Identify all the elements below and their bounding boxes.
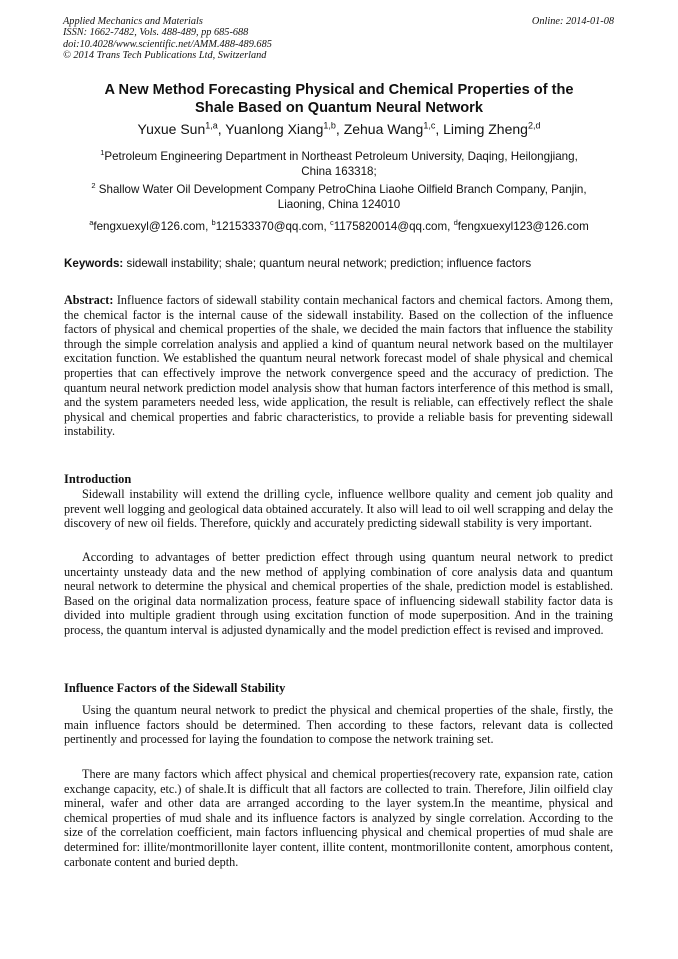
paragraph: Using the quantum neural network to predict the physical and chemical properties of the shale, firstly, the main influence factors should be determined. Then according to these factors, relevant data is collected pertinently and processed for laying the foundation to compose the network training set. <box>64 703 613 747</box>
email-mark: a <box>89 218 94 228</box>
email-address[interactable]: fengxuexyl@126.com <box>93 220 206 233</box>
abstract-label: Abstract: <box>64 293 114 307</box>
affiliation-2 <box>60 182 618 212</box>
journal-doi: doi:10.4028/www.scientific.net/AMM.488-489.685 <box>63 38 272 50</box>
keywords-label: Keywords: <box>64 257 124 270</box>
online-date: Online: 2014-01-08 <box>531 16 614 27</box>
author-affil-mark: 1,b <box>323 120 336 131</box>
paragraph: According to advantages of better prediction effect through using quantum neural network to predict uncertainty unsteady data and the new method of applying combination of core analysis data and quantum neural network to determine the physical and chemical properties of the shale, prediction model is established. Based on the original data normalization process, feature space of influencing sidewall stability factor data is divided into multiple gradient through using excitation function of mode superposition. And in the training process, the quantum interval is adjusted dynamically and the model prediction effect is revised and improved. <box>64 550 613 637</box>
email-address[interactable]: fengxuexyl123@126.com <box>457 220 589 233</box>
journal-name: Applied Mechanics and Materials <box>63 16 203 27</box>
abstract <box>64 293 613 439</box>
affiliation-line: Liaoning, China 124010 <box>277 198 401 211</box>
title-line-2: Shale Based on Quantum Neural Network <box>195 99 483 116</box>
email-mark: b <box>211 218 216 228</box>
paper-title <box>60 82 618 117</box>
affiliation-number: 1 <box>100 148 105 158</box>
author-list: Yuxue Sun$^{1,a}$, Yuanlong Xiang$^{1,b}$, Zehua Wang$^{1,c}$, Liming Zheng$^{2,d}$ <box>137 120 541 137</box>
paragraph: There are many factors which affect physical and chemical properties(recovery rate, expansion rate, cation exchange capacity, etc.) of shale.It is difficult that all factors are collected to train. Therefore, Jilin oilfield clay mineral, wafer and other data are arranged according to the layer system.In the meantime, physical and chemical properties of mud shale and its influence factors is analyzed by single correlation. According to the size of the correlation coefficient, main factors influencing physical and chemical properties of mud shale are determined for: illite/montmorillonite layer content, illite content, montmorillonite content, amorphous content, carbonate content and buried depth. <box>64 767 613 869</box>
email-address[interactable]: 121533370@qq.com <box>215 220 324 233</box>
author-name: Yuxue Sun <box>137 121 206 137</box>
section-heading-introduction: Introduction <box>64 472 132 486</box>
keywords-text: sidewall instability; shale; quantum neural network; prediction; influence factors <box>126 257 532 270</box>
affiliation-line: Petroleum Engineering Department in Northeast Petroleum University, Daqing, Heilongjiang, <box>104 150 578 163</box>
author-name: Yuanlong Xiang <box>225 121 324 137</box>
email-mark: d <box>453 218 458 228</box>
keywords <box>64 256 618 271</box>
section-heading-influence-factors: Influence Factors of the Sidewall Stability <box>64 681 286 695</box>
email-address[interactable]: 1175820014@qq.com <box>333 220 448 233</box>
affiliation-line: Shallow Water Oil Development Company PetroChina Liaohe Oilfield Branch Company, Panjin, <box>98 183 587 196</box>
author-name: Liming Zheng <box>443 121 528 137</box>
author-name: Zehua Wang <box>343 121 424 137</box>
author-affil-mark: 1,c <box>423 120 436 131</box>
affiliation-1 <box>60 149 618 179</box>
title-line-1: A New Method Forecasting Physical and Chemical Properties of the <box>104 82 574 98</box>
email-mark: c <box>329 218 334 228</box>
journal-header <box>63 16 614 62</box>
author-affil-mark: 2,d <box>527 120 541 131</box>
journal-issn: ISSN: 1662-7482, Vols. 488-489, pp 685-688 <box>63 27 249 39</box>
author-affil-mark: 1,a <box>205 120 218 131</box>
affiliation-number: 2 <box>91 181 96 191</box>
paragraph: Sidewall instability will extend the drilling cycle, influence wellbore quality and cement job quality and prevent well logging and geological data obtained accurately. It also will lead to oil well scrapping and delay the discovery of new oil fields. Therefore, quickly and accurately predicting sidewall stability is very important. <box>64 487 613 531</box>
abstract-text: Influence factors of sidewall stability contain mechanical factors and chemical factors. Among them, the chemical factor is the internal cause of the sidewall instability. Based on the collection of the influence factors of physical and chemical properties of the shale, we decided the main factors that influence the stability through the simple correlation analysis and applied a kind of quantum neural network based on the multilayer excitation function. We established the quantum neural network forecast model of shale physical and chemical properties that can effectively improve the network convergence speed and the accuracy of prediction. The quantum neural network prediction model analysis show that human factors interference of this method is small, and the system parameters needed less, wide application, the result is reliable, can effectively reflect the shale physical and chemical properties and fabric characteristics, to provide a reliable basis for preventing sidewall instability. <box>64 293 613 439</box>
affiliation-line: China 163318; <box>301 165 377 178</box>
email-list: $^a$fengxuexyl@126.com, $^b$121533370@qq.com, $^c$1175820014@qq.com, $^d$fengxuexyl123@126.com <box>89 218 589 233</box>
journal-copyright: © 2014 Trans Tech Publications Ltd, Switzerland <box>63 50 267 62</box>
